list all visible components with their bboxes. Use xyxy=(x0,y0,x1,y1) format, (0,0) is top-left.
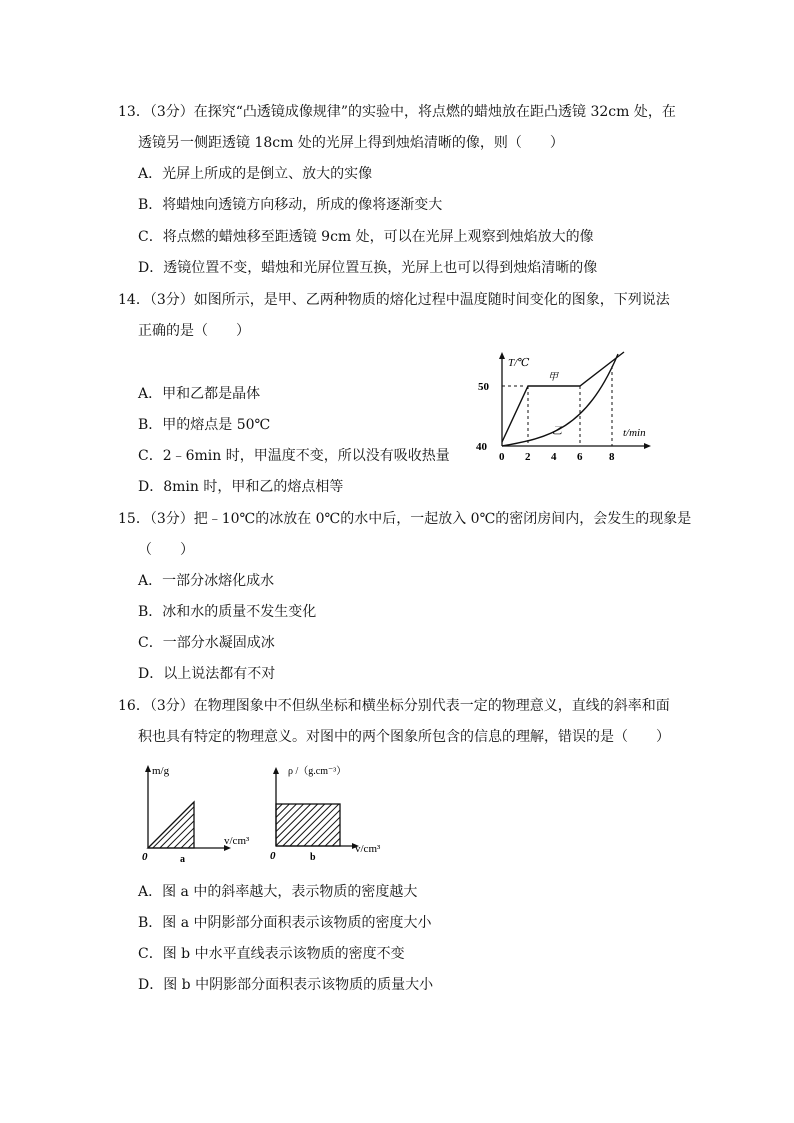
y-axis-label: T/℃ xyxy=(508,357,530,369)
y-axis-label: ρ /（g.cm⁻³） xyxy=(288,766,347,777)
melting-curve-figure xyxy=(468,348,658,463)
x-axis-label: v/cm³ xyxy=(355,843,381,855)
figure-b xyxy=(262,760,402,868)
x-tick-6: 6 xyxy=(577,451,583,463)
label-yi: 乙 xyxy=(552,426,562,437)
question-13-option-d: D．透镜位置不变，蜡烛和光屏位置互换，光屏上也可以得到烛焰清晰的像 xyxy=(138,260,598,276)
question-15-stem-line-1: 15．（3分）把﹣10℃的冰放在 0℃的水中后，一起放入 0℃的密闭房间内，会发生的现象是 xyxy=(118,511,692,527)
question-16-option-a: A．图 a 中的斜率越大，表示物质的密度越大 xyxy=(138,884,418,900)
question-16-stem-line-1: 16．（3分）在物理图象中不但纵坐标和横坐标分别代表一定的物理意义，直线的斜率和面 xyxy=(118,698,670,714)
question-14-option-b: B．甲的熔点是 50℃ xyxy=(138,417,271,433)
question-16-stem-line-2: 积也具有特定的物理意义。对图中的两个图象所包含的信息的理解，错误的是（ ） xyxy=(138,729,670,745)
question-15-option-c: C．一部分水凝固成冰 xyxy=(138,635,275,651)
y-axis-arrow xyxy=(145,765,151,772)
x-axis-label: v/cm³ xyxy=(224,835,250,847)
x-tick-8: 8 xyxy=(609,451,615,463)
question-16-option-b: B．图 a 中阴影部分面积表示该物质的密度大小 xyxy=(138,915,432,931)
question-13-stem-line-2: 透镜另一侧距透镜 18cm 处的光屏上得到烛焰清晰的像，则（ ） xyxy=(138,135,564,151)
question-13-option-b: B．将蜡烛向透镜方向移动，所成的像将逐渐变大 xyxy=(138,197,443,213)
x-axis-arrow xyxy=(644,443,651,449)
origin-label: 0 xyxy=(142,851,148,863)
question-13-stem-line-1: 13．（3分）在探究“凸透镜成像规律”的实验中，将点燃的蜡烛放在距凸透镜 32cm 处，在 xyxy=(118,104,676,120)
question-15-option-b: B．冰和水的质量不发生变化 xyxy=(138,604,317,620)
caption-a: a xyxy=(180,854,185,865)
y-tick-50: 50 xyxy=(478,381,489,393)
question-15-option-a: A．一部分冰熔化成水 xyxy=(138,573,275,589)
question-15-option-d: D．以上说法都有不对 xyxy=(138,666,276,682)
y-axis-arrow xyxy=(273,767,279,774)
x-tick-0: 0 xyxy=(499,451,505,463)
question-14-stem-line-1: 14．（3分）如图所示，是甲、乙两种物质的熔化过程中温度随时间变化的图象，下列说法 xyxy=(118,292,670,308)
question-14-stem-line-2: 正确的是（ ） xyxy=(138,323,250,339)
question-14-option-a: A．甲和乙都是晶体 xyxy=(138,386,261,402)
y-axis-arrow xyxy=(499,352,505,359)
question-15-stem-line-2: （ ） xyxy=(138,542,194,558)
shaded-triangle xyxy=(148,802,194,848)
y-axis-label: m/g xyxy=(152,765,170,777)
y-tick-40: 40 xyxy=(476,441,487,453)
question-13-option-c: C．将点燃的蜡烛移至距透镜 9cm 处，可以在光屏上观察到烛焰放大的像 xyxy=(138,229,594,245)
label-jia: 甲 xyxy=(548,372,558,383)
question-14-option-c: C．2﹣6min 时，甲温度不变，所以没有吸收热量 xyxy=(138,448,450,464)
question-14-option-d: D．8min 时，甲和乙的熔点相等 xyxy=(138,479,344,495)
x-tick-2: 2 xyxy=(525,451,531,463)
question-16-option-d: D．图 b 中阴影部分面积表示该物质的质量大小 xyxy=(138,977,434,993)
caption-b: b xyxy=(310,852,316,863)
question-16-option-c: C．图 b 中水平直线表示该物质的密度不变 xyxy=(138,946,405,962)
figure-a xyxy=(134,760,269,868)
shaded-rectangle xyxy=(276,804,340,846)
question-13-option-a: A．光屏上所成的是倒立、放大的实像 xyxy=(138,166,373,182)
x-axis-label: t/min xyxy=(623,427,646,439)
x-tick-4: 4 xyxy=(551,451,557,463)
origin-label: 0 xyxy=(270,850,276,862)
